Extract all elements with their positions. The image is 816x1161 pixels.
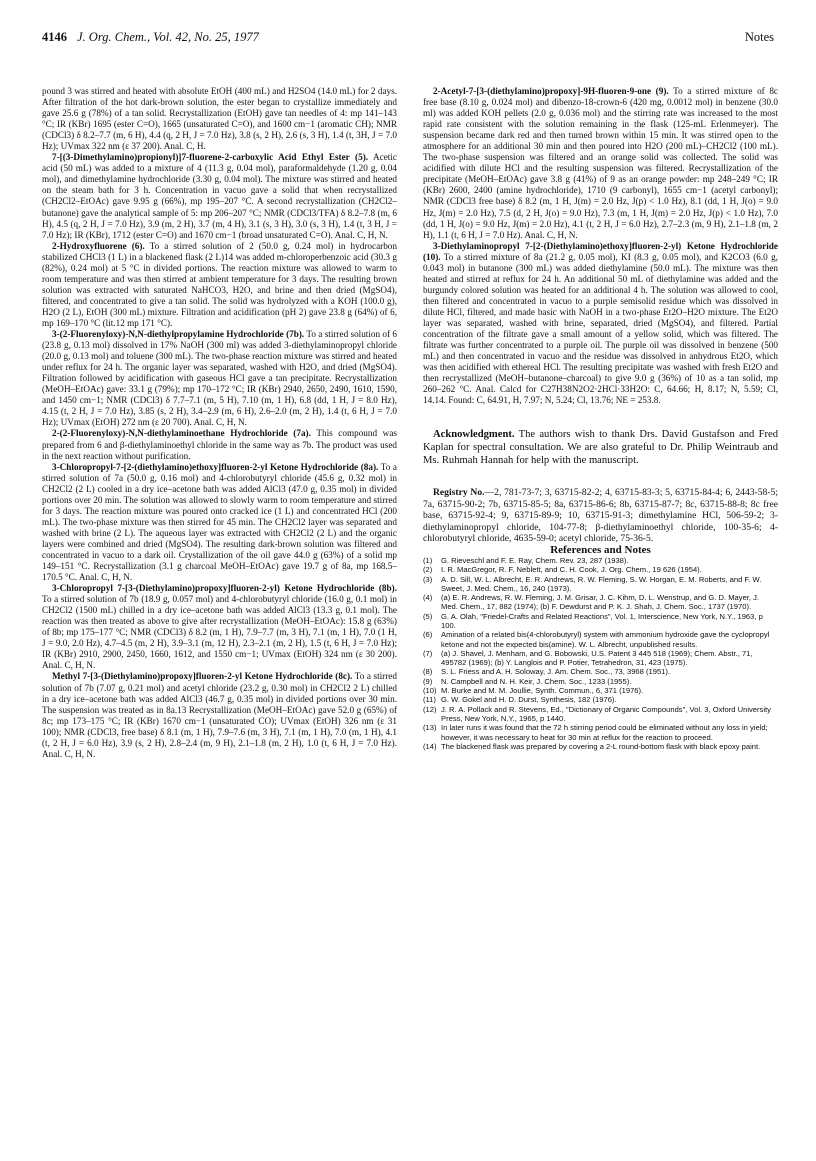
right-column bbox=[423, 86, 778, 751]
reference-text: N. Campbell and N. H. Keir, J. Chem. Soc., 1233 (1955). bbox=[441, 676, 632, 686]
paragraph-text: This compound was prepared from 6 and β-diethylaminoethyl chloride in the same way as 7b. The product was used in the next reaction without purification. bbox=[42, 428, 397, 461]
compound-heading: 3-Chloropropyl-7-[2-(diethylamino)ethoxy]fluoren-2-yl Ketone Hydrochloride (8a). bbox=[52, 461, 379, 472]
right-column-experimental bbox=[423, 86, 778, 406]
reference-number: (4) bbox=[423, 593, 433, 603]
reference-number: (11) bbox=[423, 695, 436, 705]
page-number: 4146 bbox=[42, 30, 67, 44]
reference-text: Amination of a related bis(4-chlorobutyryl) system with ammonium hydroxide gave the cyclopropyl ketone and not the expected bis(amine). W. L. Albrecht, unpublished results. bbox=[441, 630, 770, 649]
reference-item bbox=[423, 575, 778, 594]
reference-text: (a) J. Shavel, J. Menham, and G. Bobowski, U.S. Patent 3 445 518 (1969); Chem. Abstr., 71, 495782 (1969); (b) Y. Langlois and P. Potier, Tetrahedron, 31, 423 (1975). bbox=[441, 648, 753, 668]
reference-number: (5) bbox=[423, 611, 433, 621]
acknowledgment bbox=[423, 428, 778, 467]
reference-number: (10) bbox=[423, 686, 437, 696]
compound-heading: 2-Acetyl-7-[3-(diethylamino)propoxy]-9H-fluoren-9-one (9). bbox=[433, 86, 669, 96]
journal-name: J. Org. Chem., Vol. 42, No. 25, 1977 bbox=[77, 30, 259, 44]
reference-text: S. L. Friess and A. H. Soloway, J. Am. Chem. Soc., 73, 3968 (1951). bbox=[441, 667, 671, 677]
paragraph-text: To a stirred solution of 7b (7.07 g, 0.21 mol) and acetyl chloride (23.2 g, 0.30 mol) in CH2Cl2 2 L) chilled in a dry ice–acetone bath was added AlCl3 (46.7 g, 0.35 mol) in divided portions over 30 min. The suspension was treated as in 8a.13 Recrystallization (MeOH–EtOAc) gave 52.0 g (65%) of 8c; mp 173–175 °C; IR (KBr) 1670 cm−1 (unsaturated CO); UVmax (EtOH) 326 nm (ε 31 100); NMR (CDCl3, free base) δ 8.1 (m, 1 H), 7.9–7.6 (m, 3 H), 7.1 (m, 1 H), 7.0 (m, 1 H), 4.1 (t, 2 H, J = 6.0 Hz), 3.9 (s, 2 H), 2.8–2.4 (m, 9 H), 2.1–1.8 (m, 2 H), 1.0 (t, 6 H, J = 7.0 Hz). Anal. C, H, N. bbox=[42, 671, 397, 759]
experimental-paragraph bbox=[42, 462, 397, 584]
paragraph-text: pound 3 was stirred and heated with absolute EtOH (400 mL) and H2SO4 (14.0 mL) for 2 days. After filtration of the hot dark-brown solution, the ester began to crystallize immediately and gave 25.6 g (78%) of a tan solid. Recrystallization (EtOH) gave tan needles of 4: mp 141–143 °C; IR (KBr) 1695 (ester C=O), 1665 (unsaturated C=O), and 1600 cm−1 (aromatic CH); NMR (CDCl3) δ 8.2–7.7 (m, 6 H), 4.4 (q, 2 H, J = 7.0 Hz), 3.8 (s, 2 H), 2.6 (s, 3 H), 1.4 (t, 3H, J = 7.0 Hz); UVmax 322 nm (ε 37 200). Anal. C, H. bbox=[42, 86, 397, 152]
left-column bbox=[42, 86, 397, 760]
reference-item bbox=[423, 705, 778, 724]
compound-heading: 3-(2-Fluorenyloxy)-N,N-diethylpropylamine Hydrochloride (7b). bbox=[52, 329, 305, 340]
paragraph-text: Acetic acid (50 mL) was added to a mixture of 4 (11.3 g, 0.04 mol), paraformaldehyde (1.20 g, 0.04 mol), and dimethylamine hydrochloride (3.30 g, 0.04 mol). The mixture was stirred and heated on the steam bath for 3 h. Concentration in vacuo gave a solid that when recrystallized (CH2Cl2–EtOAc) gave 9.95 g (66%), mp 195–207 °C. A second recrystallization (CH2Cl2–butanone) gave the analytical sample of 5: mp 206–207 °C; NMR (CDCl3/TFA) δ 8.2–7.8 (m, 6 H), 4.5 (q, 2 H, J = 7.0 Hz), 3.9 (m, 2 H), 3.7 (m, 4 H), 3.1 (s, 3 H), 3.0 (s, 3 H), 1.4 (t, 3 H, J = 7.0 Hz); IR (KBr), 1712 (ester C=O) and 1670 cm−1 (broad unsaturated C=O). Anal. C, H, N. bbox=[42, 152, 397, 240]
compound-heading: 2-(2-Fluorenyloxy)-N,N-diethylaminoethane Hydrochloride (7a). bbox=[52, 428, 311, 439]
paragraph-text: To a stirred solution of 6 (23.8 g, 0.13 mol) dissolved in 17% NaOH (300 ml) was added 3-diethylaminopropyl chloride (20.0 g, 0.13 mol) and toluene (300 mL). The two-phase reaction mixture was stirred and heated under reflux for 24 h. The organic layer was separated, washed with H2O, and dried (MgSO4). Filtration followed by acidification with gaseous HCl gave a tan precipitate. Recrystallization (MeOH–EtOAc) gave: 33.1 g (79%); mp 170–172 °C; IR (KBr) 2940, 2650, 2490, 1610, 1590, and 1450 cm−1; NMR (CDCl3) δ 7.7–7.1 (m, 5 H), 7.10 (m, 1 H), 6.8 (dd, 1 H, J = 8.0 Hz), 4.15 (t, 2 H, J = 7.0 Hz), 3.85 (s, 2 H), 3.4–2.9 (m, 6 H), 2.6–2.0 (m, 2 H), 1.4 (t, 6 H, J = 7.0 Hz); UVmax (EtOH) 272 nm (ε 20 700). Anal. C, H, N. bbox=[42, 329, 398, 428]
page-header bbox=[42, 30, 774, 50]
acknowledgment-heading: Acknowledgment. bbox=[433, 429, 515, 441]
paragraph-text: To a stirred mixture of 8a (21.2 g, 0.05 mol), KI (8.3 g, 0.05 mol), and K2CO3 (6.0 g, 0.043 mol) in butanone (300 mL) was added diethylamine (50.0 mL). The mixture was then heated and stirred at reflux for 24 h. An additional 50 mL of diethylamine was added and the burgundy colored solution was heated for an additional 4 h. The solution was allowed to cool, then filtered and concentrated in vacuo to a purple semisolid residue which was dissolved in dilute HCl, filtered, and made basic with NaOH in a two-phase Et2O–H2O mixture. The Et2O layer was separated, washed with brine, separated, dried (MgSO4), and filtered. Partial concentration of the filtrate gave a small amount of a yellow solid, which was filtered. The filtrate was further concentrated to a purple oil. The purple oil was dissolved in benzene (500 mL) and then concentrated in vacuo and the residue was dissolved in anhydrous Et2O, which was then acidified with ethereal HCl. The resulting precipitate was washed with fresh Et2O and then recrystallized (MeOH–butanone–charcoal) to give 9.0 g (36%) of 10 as a tan solid, mp 260–262 °C. Anal. Calcd for C27H38N2O2·2HCl·33H2O: C, 64.66; H, 8.17; N, 5.59; Cl, 14.14. Found: C, 64.91, H, 7.97; N, 5.24; Cl, 13.76; NE = 253.8. bbox=[423, 251, 778, 406]
reference-item bbox=[423, 612, 778, 631]
reference-text: G. Rieveschl and F. E. Ray, Chem. Rev. 23, 287 (1938). bbox=[441, 555, 629, 565]
section-label: Notes bbox=[744, 30, 774, 44]
journal-citation bbox=[42, 30, 259, 45]
paragraph-text: To a stirred mixture of 8c free base (8.10 g, 0.024 mol) and dibenzo-18-crown-6 (420 mg, 0.0012 mol) in benzene (30.0 ml) was added KOH pellets (2.0 g, 0.036 mol) and the stirring rate was increased to the most rapid rate consistent with the solution remaining in the flask (125-mL Erlenmeyer). The suspension became dark red and then turned brown within 15 min. It was stirred open to the atmosphere for an additional 30 min and then poured into H2O (200 mL)–CH2Cl2 (100 mL). The two-phase suspension was filtered and an orange solid was collected. The solid was acidified with dilute HCl and the resulting suspension was filtered. Recrystallization of the precipitate (MeOH–EtOAc) gave 3.8 g (41%) of 9 as an orange powder: mp 248–249 °C; IR (KBr) 2600, 2400 (amine hydrochloride), 1710 (9 carbonyl), 1655 cm−1 (acetyl carbonyl); NMR (CDCl3 free base) δ 8.2 (m, 1 H, J(m) = 2.0 Hz, J(p) < 1.0 Hz), 8.1 (dd, 1 H, J(o) = 9.0 Hz, J(m) = 2.0 Hz), 7.5 (d, 2 H, J(o) = 9.0 Hz), 7.3 (m, 1 H, J(m) = 2.0 Hz, J(p) < 1.0 Hz), 7.0 (dd, 1 H, J(o) = 9.0 Hz, J(m) = 2.0 Hz), 4.1 (t, 2 H, J = 6.0 Hz), 2.7–2.3 (m, 9 H), 2.1–1.8 (m, 2 H), 1.1 (t, 6 H, J = 7.0 Hz). Anal. C, H, N. bbox=[423, 86, 778, 240]
reference-item bbox=[423, 667, 778, 676]
reference-item bbox=[423, 686, 778, 695]
reference-text: A. D. Sill, W. L. Albrecht, E. R. Andrews, R. W. Fleming, S. W. Horgan, E. M. Roberts, and F. W. Sweet, J. Med. Chem., 16, 240 (1973). bbox=[441, 574, 762, 593]
reference-text: G. W. Gokel and H. D. Durst, Synthesis, 182 (1976). bbox=[441, 695, 617, 705]
registry-heading: Registry No. bbox=[433, 487, 485, 499]
experimental-paragraph bbox=[42, 583, 397, 671]
compound-heading: 7-[(3-Dimethylamino)propionyl)]7-fluorene-2-carboxylic Acid Ethyl Ester (5). bbox=[52, 152, 369, 163]
experimental-paragraph bbox=[423, 86, 778, 241]
experimental-paragraph bbox=[42, 329, 397, 428]
compound-heading: 3-Diethylaminopropyl 7-[2-(Diethylamino)ethoxy]fluoren-2-yl) Ketone Hydrochloride (10). bbox=[423, 240, 778, 262]
compound-heading: 2-Hydroxyfluorene (6). bbox=[52, 240, 145, 251]
experimental-paragraph bbox=[42, 241, 397, 329]
registry-text: —2, 781-73-7; 3, 63715-82-2; 4, 63715-83-3; 5, 63715-84-4; 6, 2443-58-5; 7a, 63715-90-2; 7b, 63715-85-5; 8a, 63715-86-6; 8b, 63715-87-7; 8c, 63715-88-8; 8c free base, 63715-92-4; 9, 63715-89-9; 10, 63715-91-3; dimethylamine HCl, 506-59-2; 3-diethylaminopropyl chloride, 104-77-8; β-diethylaminoethyl chloride, 100-35-6; 4-chlorobutyryl chloride, 4635-59-0; acetyl chloride, 75-36-5. bbox=[423, 487, 778, 545]
reference-item bbox=[423, 630, 778, 649]
reference-text: M. Burke and M. M. Joullie, Synth. Commun., 6, 371 (1976). bbox=[441, 686, 644, 696]
reference-number: (3) bbox=[423, 574, 433, 584]
reference-text: In later runs it was found that the 72 h stirring period could be eliminated without any loss in yield; however, it was necessary to heat for 30 min at reflux for the reaction to proceed. bbox=[441, 723, 768, 742]
experimental-paragraph bbox=[42, 671, 397, 759]
reference-text: The blackened flask was prepared by covering a 2-L round-bottom flask with black epoxy paint. bbox=[441, 741, 761, 751]
paragraph-text: To a stirred solution of 7b (18.9 g, 0.057 mol) and 4-chlorobutyryl chloride (16.0 g, 0.1 mol) in CH2Cl2 (1500 mL) chilled in a dry ice–acetone bath was added AlCl3 (13.3 g, 0.1 mol). The reaction was then treated as above to give after recrystallization (MeOH–EtOAc): 15.8 g (63%) of 8b; mp 175–177 °C; NMR (CDCl3) δ 8.2 (m, 1 H), 7.9–7.7 (m, 3 H), 7.1 (m, 1 H), 7.0 (1 H, J = 9.0, 2.0 Hz), 4.7–4.5 (m, 2 H), 3.9–3.1 (m, 12 H), 2.3–2.1 (m, 2 H), 1.5 (t, 6 H, J = 7.0 Hz); IR (KBr) 2910, 2900, 2450, 1660, 1612, and 1550 cm−1; UVmax (EtOH) 324 nm (ε 30 200). Anal. C, H, N. bbox=[42, 594, 397, 671]
reference-text: (a) E. R. Andrews, R. W. Fleming, J. M. Grisar, J. C. Kihm, D. L. Wenstrup, and G. D. Mayer, J. Med. Chem., 17, 882 (1974); (b) F. Dewdurst and P. K. J. Shah, J. Chem. Soc., 1737 (1970). bbox=[441, 593, 760, 612]
reference-item bbox=[423, 677, 778, 686]
registry-numbers bbox=[423, 487, 778, 545]
reference-text: J. R. A. Pollack and R. Stevens, Ed., "Dictionary of Organic Compounds", Vol. 3, Oxford University Press, New York, N.Y., 1965, p 1440. bbox=[441, 704, 771, 723]
reference-text: G. A. Olah, "Friedel-Crafts and Related Reactions", Vol. 1, Interscience, New York, N.Y., 1963, p 100. bbox=[441, 611, 763, 630]
experimental-paragraph bbox=[42, 86, 397, 152]
paragraph-text: To a stirred solution of 2 (50.0 g, 0.24 mol) in hydrocarbon stabilized CHCl3 (1 L) in a blackened flask (2 L)14 was added m-chloroperbenzoic acid (30.3 g (82%), 0.24 mol) at 5 °C in divided portions. The reaction mixture was allowed to warm to room temperature and was then stirred at ambient temperature for 3 days. The resulting brown solution was extracted with saturated NaHCO3, H2O, and brine and then dried (MgSO4), filtered, and concentrated to give a tan solid. The solid was hydrolyzed with a KOH (100.0 g), H2O (2 L), EtOH (300 mL) mixture. Filtration and acidification (pH 2) gave 23.8 g (64%) of 6, mp 169–170 °C (lit.12 mp 171 °C). bbox=[42, 240, 397, 328]
reference-item bbox=[423, 695, 778, 704]
reference-number: (1) bbox=[423, 555, 433, 565]
reference-number: (6) bbox=[423, 630, 433, 640]
compound-heading: Methyl 7-[3-(Diethylamino)propoxy]fluoren-2-yl Ketone Hydrochloride (8c). bbox=[52, 671, 353, 682]
reference-item bbox=[423, 742, 778, 751]
reference-item bbox=[423, 593, 778, 612]
paragraph-text: To a stirred solution of 7a (50.0 g, 0.16 mol) and 4-chlorobutyryl chloride (45.6 g, 0.32 mol) in CH2Cl2 (2 L) cooled in a dry ice–acetone bath was added AlCl3 (47.0 g, 0.35 mol) in divided portions over 20 min. The solution was allowed to slowly warm to room temperature and stirred for 3 days. The reaction mixture was poured onto cracked ice (1 L) and concentrated HCl (200 mL). The two-phase mixture was then stirred for 45 min. The CH2Cl2 layer was separated and washed with brine (2 L). The aqueous layer was extracted with CH2Cl2 (2 L) and the organic layers were combined and dried (MgSO4). The resulting dark-brown solution was filtered and concentrated in vacuo to a dark oil. Crystallization of the oil gave 44.0 g (63%) of a solid mp 149–151 °C. Recrystallization (3.1 g charcoal MeOH–EtOAc) gave 19.7 g of 8a, mp 168.5–170.5 °C. Anal. C, H, N. bbox=[42, 461, 397, 583]
reference-number: (13) bbox=[423, 723, 437, 733]
experimental-paragraph bbox=[423, 241, 778, 407]
reference-number: (9) bbox=[423, 676, 433, 686]
experimental-paragraph bbox=[42, 152, 397, 240]
reference-number: (14) bbox=[423, 741, 437, 751]
reference-item bbox=[423, 565, 778, 574]
reference-item bbox=[423, 723, 778, 742]
experimental-paragraph bbox=[42, 428, 397, 461]
compound-heading: 3-Chloropropyl 7-[3-(Diethylamino)propoxy]fluoren-2-yl) Ketone Hydrochloride (8b). bbox=[52, 583, 397, 594]
reference-number: (12) bbox=[423, 704, 437, 714]
reference-number: (8) bbox=[423, 667, 433, 677]
references-list bbox=[423, 556, 778, 751]
reference-item bbox=[423, 649, 778, 668]
reference-number: (2) bbox=[423, 565, 433, 575]
acknowledgment-text: The authors wish to thank Drs. David Gustafson and Fred Kaplan for spectral consultation. We are also grateful to Dr. Philip Weintraub and Ms. Ruhmah Hannah for help with the manuscript. bbox=[423, 429, 779, 467]
reference-text: I. R. MacGregor, R. F. Neblett, and C. H. Cook, J. Org. Chem., 19 626 (1954). bbox=[441, 565, 702, 575]
references-title: References and Notes bbox=[550, 543, 651, 556]
reference-item bbox=[423, 556, 778, 565]
reference-number: (7) bbox=[423, 648, 433, 658]
